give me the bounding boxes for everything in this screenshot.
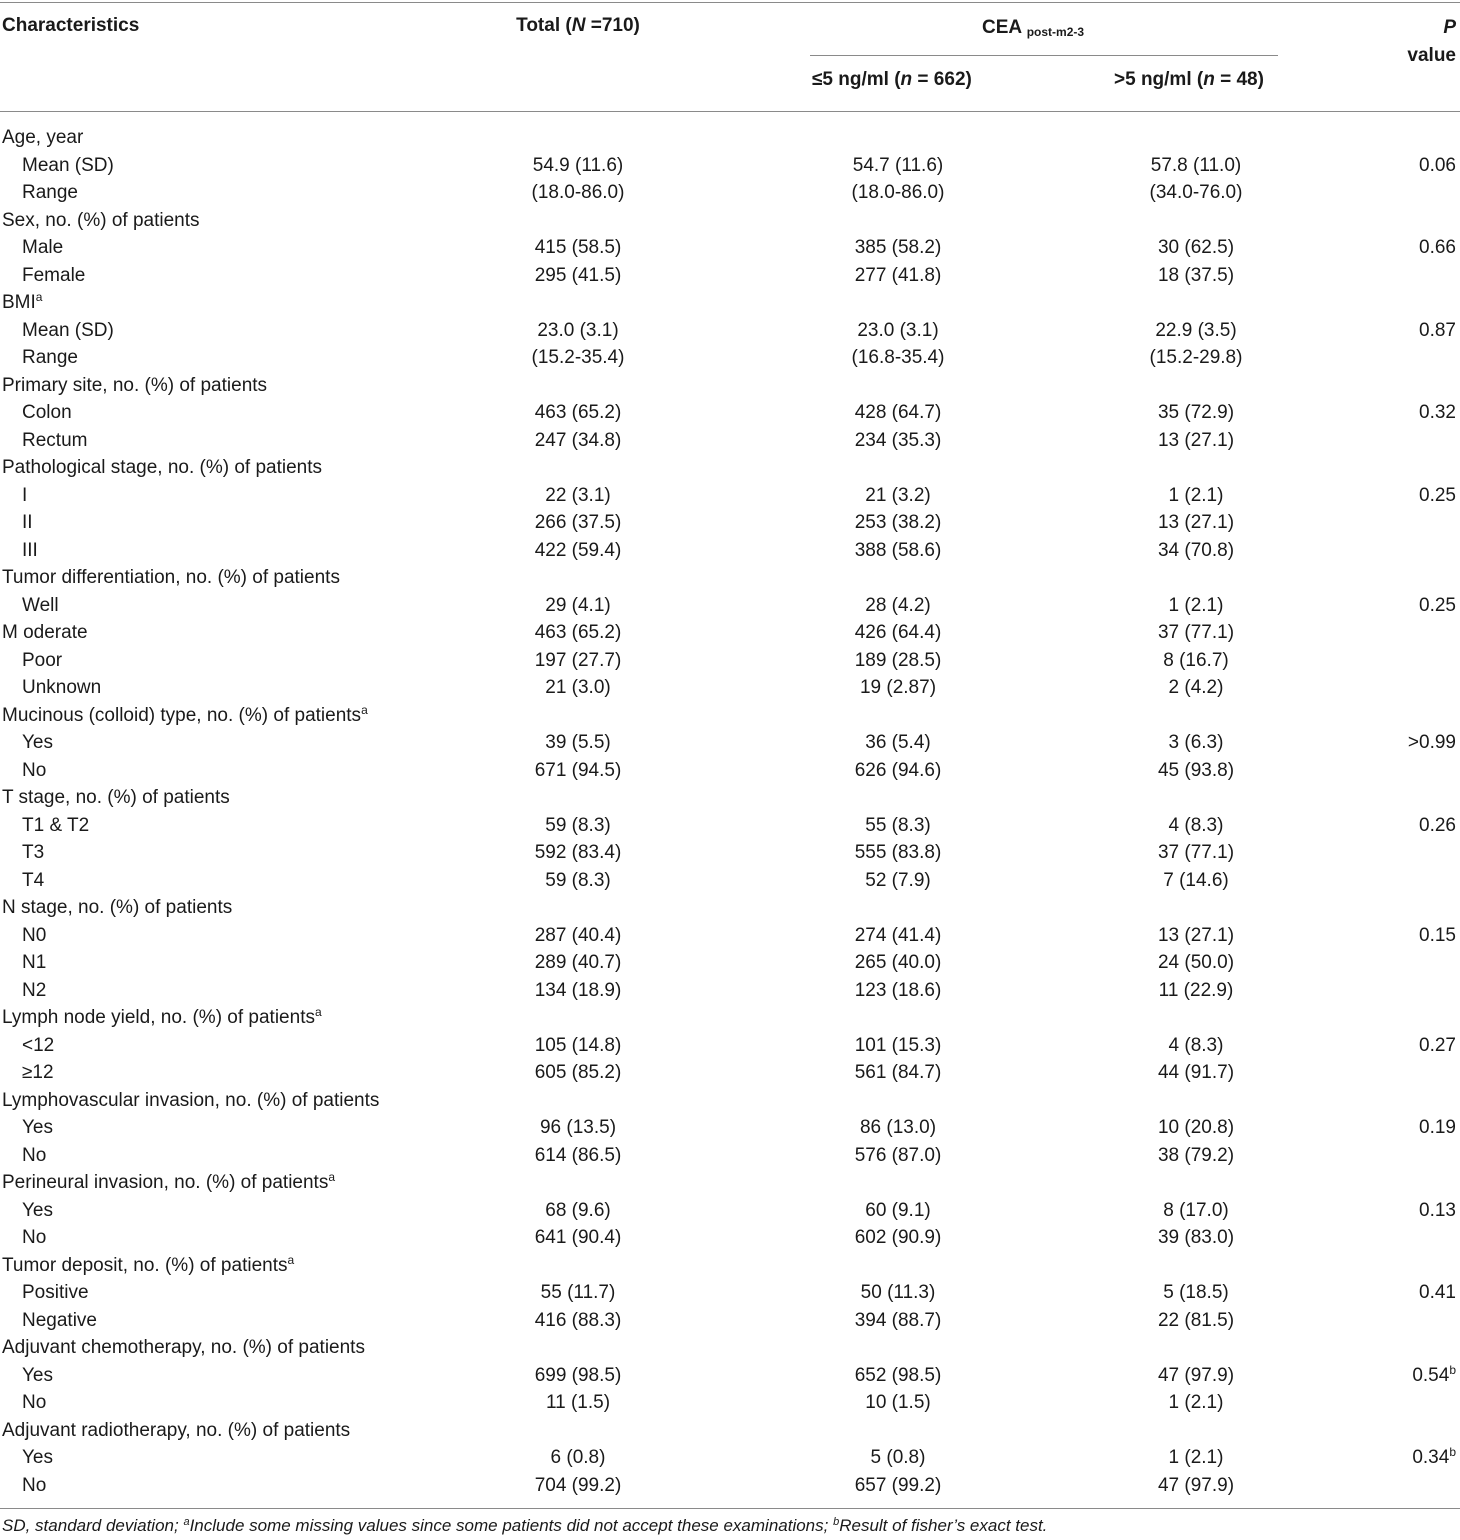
cea-group-rule [810,55,1278,56]
cell-gt5: 1 (2.1) [1168,484,1224,506]
cell-total: 422 (59.4) [534,539,622,561]
cell-gt5: 1 (2.1) [1168,1392,1224,1413]
footnote-marker: a [361,702,368,717]
cell-gt5: 38 (79.2) [1157,1144,1235,1166]
row-label: Negative [22,1309,97,1331]
table-row [0,346,1460,374]
cell-p-value: 0.15 [1419,924,1456,946]
cell-p-value: 0.25 [1419,594,1456,616]
cell-le5: 19 (2.87) [859,677,937,698]
footnote-marker: a [35,290,43,304]
row-label: Sex, no. (%) of patients [2,209,200,231]
table-group-header [0,209,1460,237]
cell-le5: 576 (87.0) [854,1144,942,1166]
cell-gt5: 13 (27.1) [1157,924,1235,946]
table-row [0,1309,1460,1337]
cell-p-value: >0.99 [1407,732,1456,753]
cell-total: 287 (40.4) [534,924,622,946]
row-label: II [22,512,33,533]
table-row [0,264,1460,292]
row-label: Male [22,237,64,258]
row-label: N2 [22,979,47,1001]
cell-le5: 54.7 (11.6) [852,154,944,176]
table-row [0,621,1460,649]
table-row [0,154,1460,182]
cell-gt5: 4 (8.3) [1168,814,1224,836]
table-group-header [0,786,1460,814]
cell-p-value: 0.87 [1419,319,1456,341]
cell-gt5: 37 (77.1) [1157,622,1235,643]
cell-total: 614 (86.5) [534,1144,622,1166]
cell-p-value: 0.66 [1419,237,1456,258]
cell-le5: 52 (7.9) [865,869,931,891]
cell-p-value: 0.54$^b$ [1412,1362,1456,1386]
header-total: Total (N =710) [516,15,640,36]
cell-le5: 385 (58.2) [854,237,942,258]
row-label: Yes [22,1364,53,1386]
cell-gt5: (15.2-29.8) [1149,347,1243,368]
table-group-header [0,374,1460,402]
table-row [0,841,1460,869]
table-row [0,181,1460,209]
cell-total: 463 (65.2) [534,402,622,423]
cell-le5: 602 (90.9) [854,1227,942,1248]
cell-le5: 23.0 (3.1) [857,319,939,341]
table-group-header [0,1254,1460,1282]
table-row [0,869,1460,897]
row-label: Tumor differentiation, no. (%) of patients [2,567,340,588]
table-row [0,484,1460,512]
cell-le5: 10 (1.5) [865,1392,931,1413]
row-label: Perineural invasion, no. (%) of patients$^a$ [2,1170,336,1193]
cell-p-value: 0.41 [1419,1282,1456,1303]
cell-total: 289 (40.7) [534,952,622,973]
row-label: Yes [22,732,53,753]
cell-le5: 50 (11.3) [860,1282,936,1303]
table-row [0,1199,1460,1227]
cell-le5: 189 (28.5) [854,649,942,671]
table-row [0,401,1460,429]
row-label: Adjuvant chemotherapy, no. (%) of patients [2,1337,365,1358]
table-group-header [0,1419,1460,1447]
table-row [0,236,1460,264]
table-row [0,319,1460,347]
row-label: Colon [22,402,72,423]
cell-le5: 561 (84.7) [854,1062,942,1083]
row-label: Mucinous (colloid) type, no. (%) of patients$^a$ [2,702,368,726]
row-label: T stage, no. (%) of patients [2,787,230,808]
cell-le5: 388 (58.6) [854,539,942,561]
table-row [0,924,1460,952]
table-row [0,1034,1460,1062]
cell-p-value: 0.25 [1419,484,1456,506]
cell-le5: 265 (40.0) [854,952,942,973]
row-label: Mean (SD) [22,319,114,341]
cell-gt5: 30 (62.5) [1157,237,1235,258]
footnote-marker: b [1449,1445,1456,1459]
table-group-header [0,1089,1460,1117]
row-label: Pathological stage, no. (%) of patients [2,457,323,478]
row-label: No [22,1144,47,1166]
table-row [0,731,1460,759]
table-row [0,951,1460,979]
header-gt5: >5 ng/ml (n = 48) [1114,69,1264,90]
cell-total: 704 (99.2) [534,1474,622,1496]
cell-total: (18.0-86.0) [531,182,625,203]
row-label: No [22,1227,47,1248]
table-group-header [0,1006,1460,1034]
cell-gt5: 22.9 (3.5) [1155,319,1237,341]
row-label: Mean (SD) [22,154,114,176]
cell-total: 641 (90.4) [534,1227,622,1248]
cell-le5: 626 (94.6) [854,759,942,781]
cell-total: 59 (8.3) [545,814,611,836]
row-label: N0 [22,924,47,946]
cell-le5: 101 (15.3) [854,1034,942,1056]
cell-gt5: 7 (14.6) [1163,869,1229,891]
row-label: <12 [22,1034,55,1056]
cell-gt5: 39 (83.0) [1157,1227,1235,1248]
table-row [0,1391,1460,1419]
cell-total: 134 (18.9) [534,979,622,1001]
header-rule [0,111,1460,112]
cell-total: 54.9 (11.6) [532,154,624,176]
cell-p-value: 0.19 [1419,1117,1456,1138]
cell-le5: 253 (38.2) [854,512,942,533]
cell-le5: 36 (5.4) [865,732,931,753]
row-label: No [22,1474,47,1496]
row-label: M oderate [2,622,88,643]
footnote: SD, standard deviation; $^a$Include some missing values since some patients did not accept these examinations; $^b$Result of fisher’s exact test. [2,1516,1048,1535]
row-label: No [22,759,47,781]
header-cea-group: CEA $_{post-m2-3}$ [982,17,1085,39]
top-rule [0,2,1460,3]
cell-total: 22 (3.1) [545,484,611,506]
footnote-marker: a [314,1005,322,1019]
table-row [0,1364,1460,1392]
cell-le5: (18.0-86.0) [851,182,945,203]
cell-le5: 277 (41.8) [854,264,942,286]
cell-total: 671 (94.5) [534,759,622,781]
cell-total: 416 (88.3) [534,1309,622,1331]
cell-gt5: 8 (17.0) [1163,1199,1229,1221]
cell-le5: 60 (9.1) [865,1199,931,1221]
cell-le5: 28 (4.2) [865,594,931,616]
row-label: Adjuvant radiotherapy, no. (%) of patients [2,1419,351,1441]
header-le5: ≤5 ng/ml (n = 662) [812,69,972,90]
cell-gt5: 44 (91.7) [1157,1062,1235,1083]
row-label: N1 [22,952,47,973]
cell-le5: 234 (35.3) [854,429,942,451]
table-row [0,1144,1460,1172]
table-group-header [0,126,1460,154]
table-row [0,1226,1460,1254]
cell-le5: 394 (88.7) [854,1309,942,1331]
cell-p-value: 0.34$^b$ [1412,1445,1456,1468]
footnote-marker: a [328,1170,336,1184]
cell-gt5: 1 (2.1) [1168,594,1224,616]
cell-p-value: 0.32 [1419,402,1456,423]
cell-p-value: 0.06 [1419,154,1456,176]
table-row [0,511,1460,539]
cell-total: 295 (41.5) [534,264,622,286]
table-row [0,814,1460,842]
cell-total: 247 (34.8) [534,429,622,451]
cell-gt5: 11 (22.9) [1158,979,1234,1001]
row-label: T4 [22,869,45,891]
row-label: Range [22,182,78,203]
cell-total: 55 (11.7) [540,1282,616,1303]
cell-total: 11 (1.5) [545,1392,611,1413]
cell-gt5: 47 (97.9) [1157,1474,1235,1496]
cell-total: 6 (0.8) [550,1447,606,1468]
table-row [0,1061,1460,1089]
cell-total: 39 (5.5) [545,732,611,753]
table-row [0,676,1460,704]
row-label: No [22,1392,47,1413]
cell-le5: 86 (13.0) [859,1117,937,1138]
cell-total: 605 (85.2) [534,1062,622,1083]
row-label: Yes [22,1199,53,1221]
row-label: T3 [22,842,45,863]
row-label: T1 & T2 [22,814,90,836]
table-group-header [0,1336,1460,1364]
table-group-header [0,704,1460,732]
cell-gt5: (34.0-76.0) [1149,182,1243,203]
row-label: Poor [22,649,63,671]
row-label: Tumor deposit, no. (%) of patients$^a$ [2,1252,295,1276]
table-row [0,1446,1460,1474]
cell-gt5: 8 (16.7) [1163,649,1229,671]
row-label: N stage, no. (%) of patients [2,897,233,918]
cell-gt5: 5 (18.5) [1163,1282,1229,1303]
row-label: Well [22,594,59,616]
cell-total: 592 (83.4) [534,842,622,863]
footnote-marker: b [1449,1362,1456,1377]
cell-total: 266 (37.5) [534,512,622,533]
row-label: Yes [22,1447,53,1468]
cell-le5: 274 (41.4) [854,924,942,946]
row-label: Primary site, no. (%) of patients [2,374,268,396]
row-label: Range [22,347,78,368]
table-group-header [0,896,1460,924]
bottom-rule [0,1508,1460,1509]
cell-total: 96 (13.5) [539,1117,617,1138]
cell-le5: 652 (98.5) [854,1364,942,1386]
cell-gt5: 34 (70.8) [1157,539,1235,561]
cell-gt5: 2 (4.2) [1168,677,1224,698]
table-group-header [0,1171,1460,1199]
cell-gt5: 22 (81.5) [1157,1309,1235,1331]
cell-total: 68 (9.6) [545,1199,611,1221]
cell-le5: 123 (18.6) [854,979,942,1001]
cell-le5: 555 (83.8) [854,842,942,863]
row-label: ≥12 [22,1062,54,1083]
cell-le5: 426 (64.4) [854,622,942,643]
table-row [0,594,1460,622]
cell-le5: 428 (64.7) [854,402,942,423]
cell-total: 463 (65.2) [534,622,622,643]
table-group-header [0,291,1460,319]
row-label: Age, year [2,127,84,148]
row-label: Lymph node yield, no. (%) of patients$^a$ [2,1005,322,1028]
table-row [0,649,1460,677]
cell-gt5: 13 (27.1) [1157,512,1235,533]
cell-gt5: 13 (27.1) [1157,429,1235,451]
cell-gt5: 35 (72.9) [1157,402,1235,423]
cell-le5: 5 (0.8) [870,1447,926,1468]
cell-gt5: 37 (77.1) [1157,842,1235,863]
row-label: Female [22,264,86,286]
cell-gt5: 47 (97.9) [1157,1364,1235,1386]
row-label: Unknown [22,677,102,698]
cell-gt5: 57.8 (11.0) [1150,154,1242,176]
table-row [0,539,1460,567]
cell-p-value: 0.26 [1419,814,1456,836]
footnote-marker: a [287,1252,295,1267]
cell-total: 415 (58.5) [534,237,622,258]
row-label: III [22,539,38,561]
cell-gt5: 3 (6.3) [1168,732,1224,753]
table-group-header [0,456,1460,484]
cell-gt5: 45 (93.8) [1157,759,1235,781]
cell-total: 23.0 (3.1) [537,319,619,341]
table-row [0,1116,1460,1144]
cell-total: 197 (27.7) [534,649,622,671]
cell-total: 21 (3.0) [545,677,611,698]
cell-total: 105 (14.8) [534,1034,622,1056]
table-group-header [0,566,1460,594]
row-label: Lymphovascular invasion, no. (%) of patients [2,1089,380,1111]
row-label: BMI$^a$ [2,290,43,313]
header-p-value: P value [1407,17,1456,66]
cell-total: 59 (8.3) [545,869,611,891]
cell-p-value: 0.27 [1419,1034,1456,1056]
cell-le5: 55 (8.3) [865,814,931,836]
cell-total: 29 (4.1) [545,594,611,616]
cell-le5: 21 (3.2) [865,484,931,506]
cell-gt5: 10 (20.8) [1157,1117,1235,1138]
cell-gt5: 4 (8.3) [1168,1034,1224,1056]
table-body [0,126,1460,1501]
cell-gt5: 24 (50.0) [1157,952,1235,973]
cell-gt5: 18 (37.5) [1157,264,1235,286]
table-row [0,429,1460,457]
row-label: Positive [22,1282,89,1303]
table-row [0,979,1460,1007]
row-label: Yes [22,1117,53,1138]
cell-total: (15.2-35.4) [531,347,625,368]
cell-gt5: 1 (2.1) [1168,1447,1224,1468]
cell-le5: (16.8-35.4) [851,347,945,368]
row-label: Rectum [22,429,88,451]
row-label: I [22,484,28,506]
table-row [0,1281,1460,1309]
table-row [0,759,1460,787]
cell-le5: 657 (99.2) [854,1474,942,1496]
cell-total: 699 (98.5) [534,1364,622,1386]
table-row [0,1474,1460,1502]
header-characteristics: Characteristics [2,15,140,36]
cell-p-value: 0.13 [1419,1199,1456,1221]
